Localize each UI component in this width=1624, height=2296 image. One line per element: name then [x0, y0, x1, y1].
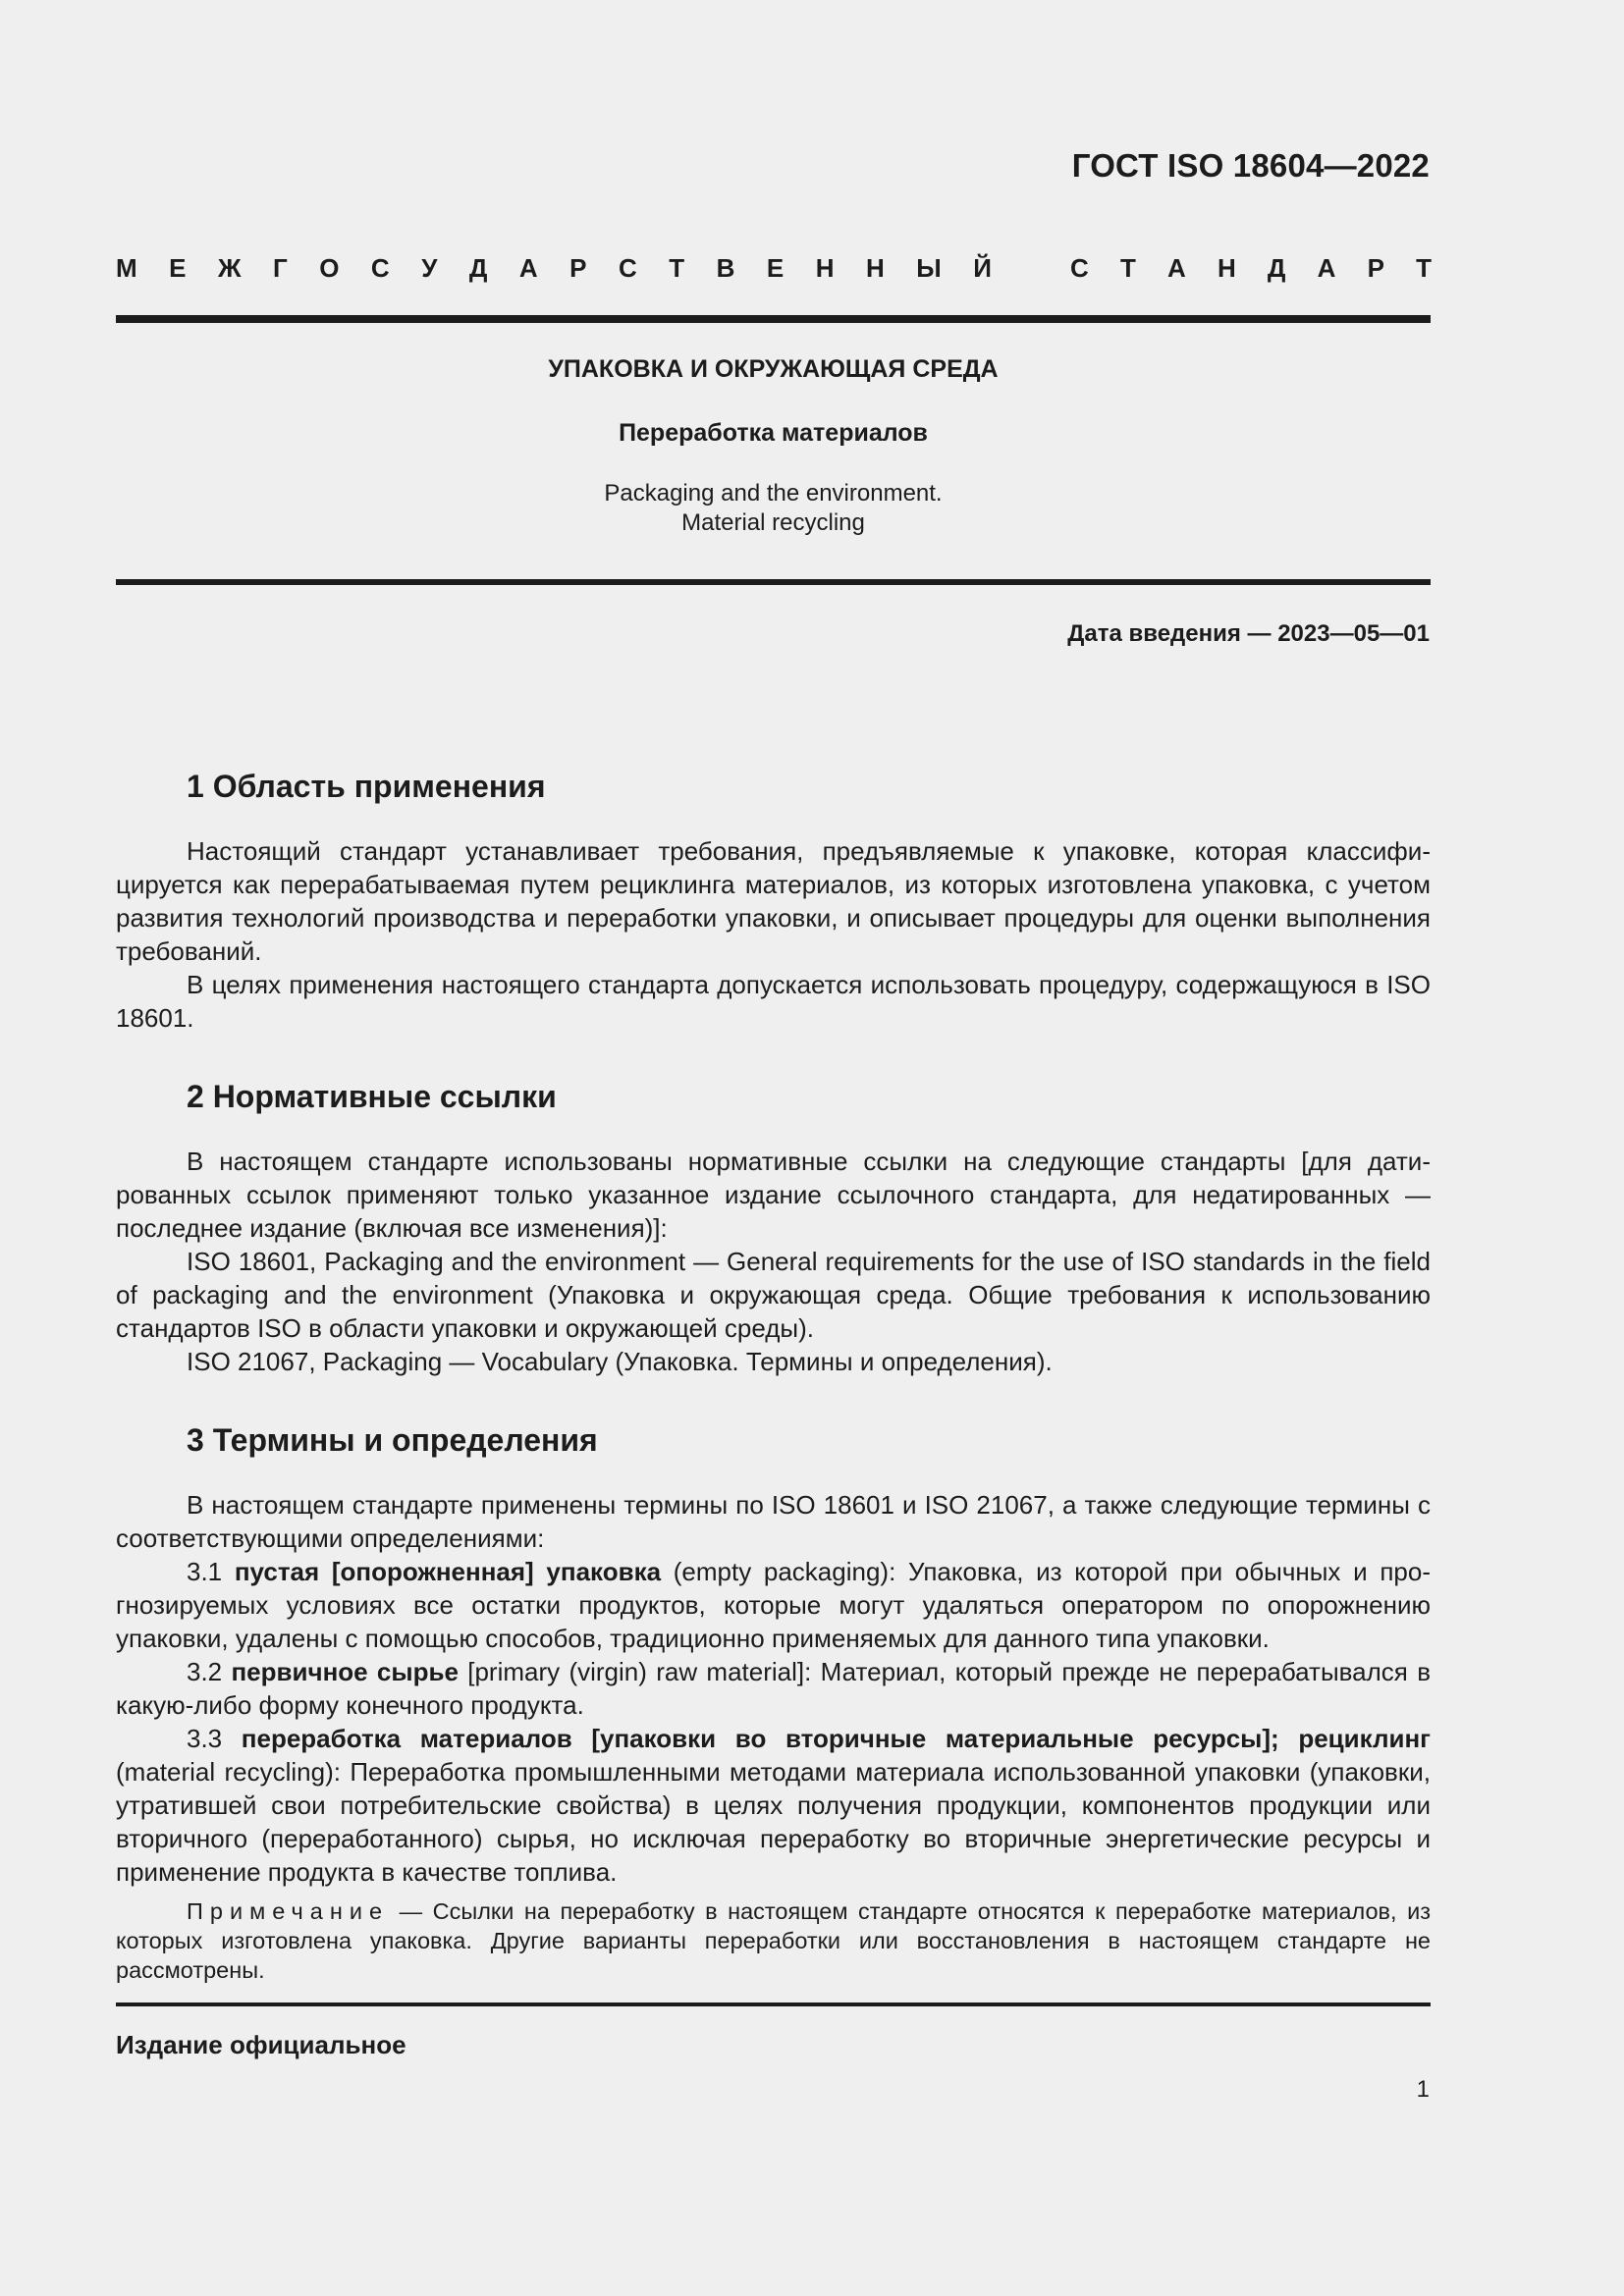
- letter: С: [370, 253, 390, 283]
- letter: Т: [669, 253, 685, 283]
- letter: Е: [766, 253, 785, 283]
- english-title-line-1: Packaging and the environment.: [604, 480, 943, 507]
- letter: В: [716, 253, 735, 283]
- term-definition: [116, 1655, 1431, 1722]
- letter: М: [116, 253, 137, 283]
- letter: Д: [1267, 253, 1286, 283]
- letter: Ж: [217, 253, 242, 283]
- letter: Е: [169, 253, 187, 283]
- letter: А: [518, 253, 538, 283]
- document-body: [116, 766, 1431, 1985]
- introduction-date: Дата введения — 2023—05—01: [1067, 620, 1430, 647]
- letter: А: [1317, 253, 1336, 283]
- letter: А: [1167, 253, 1186, 283]
- letter: О: [319, 253, 340, 283]
- letter: Ы: [916, 253, 942, 283]
- standard-type-word-2: [1070, 253, 1432, 284]
- letter: Г: [272, 253, 288, 283]
- letter: Р: [1367, 253, 1384, 283]
- section-title-terms: 3 Термины и определения: [187, 1422, 598, 1458]
- note-label: Примечание: [187, 1898, 390, 1924]
- page-number: 1: [1416, 2076, 1430, 2103]
- standard-type-word-1: [116, 253, 992, 284]
- note-text: — Ссылки на переработку в настоящем стандарте относятся к переработке материалов, из которых изготовлена упаковка. Другие варианты переработки или восстановления в настоящем стандарте не рассмотрены.: [116, 1898, 1431, 1983]
- note: [116, 1896, 1431, 1985]
- document-title: УПАКОВКА И ОКРУЖАЮЩАЯ СРЕДА: [548, 355, 999, 383]
- term-number: 3.2: [187, 1657, 232, 1686]
- letter: Д: [468, 253, 488, 283]
- letter: С: [1070, 253, 1089, 283]
- letter: С: [618, 253, 637, 283]
- official-edition-label: Издание официальное: [116, 2030, 406, 2059]
- term-text: (material recycling): Переработка промышленными методами материала использованной упаковки (упаковки, утратившей свои потребительские свойства) в целях получения продукции, компонентов продукции или вторичного (переработанного) сырья, но исключая переработку во вторичные энергетические ресурсы и применение продукта в качестве топлива.: [116, 1757, 1431, 1887]
- paragraph: В настоящем стандарте применены термины по ISO 18601 и ISO 21067, а также следующие термины с соответствующими определениями:: [116, 1490, 1431, 1553]
- standard-type-heading: [116, 253, 1432, 284]
- document-code: ГОСТ ISO 18604—2022: [1071, 147, 1430, 184]
- letter: Н: [815, 253, 835, 283]
- reference-item: ISO 18601, Packaging and the environment — General requirements for the use of ISO standards in the field of packaging and the environment (Упаковка и окружающая среда. Общие требования к использованию стандартов ISO в области упаковки и окружающей среды).: [116, 1247, 1431, 1343]
- term-name: пустая [опорожненная] упаковка: [234, 1557, 662, 1586]
- letter: Й: [973, 253, 992, 283]
- term-text: (empty packaging): Упаковка, из которой при обычных и прогнозируемых условиях все остатки продуктов, которые могут удаляться оператором по опорожнению упаковки, удалены с помощью способов, традиционно применяемых для данного типа упаковки.: [116, 1557, 1431, 1653]
- letter: У: [421, 253, 438, 283]
- footer-divider: [116, 2002, 1431, 2006]
- term-name: переработка материалов [упаковки во вторичные материальные ресурсы]; рециклинг: [241, 1724, 1431, 1753]
- letter: Т: [1416, 253, 1432, 283]
- term-text: [primary (virgin) raw material]: Материал, который прежде не перерабатывался в какую-либо форму конечного продукта.: [116, 1657, 1432, 1720]
- term-definition: [116, 1555, 1431, 1655]
- term-number: 3.1: [187, 1557, 235, 1586]
- document-subtitle: Переработка материалов: [619, 419, 928, 447]
- paragraph: В настоящем стандарте использованы нормативные ссылки на следующие стандарты [для датированных ссылок применяют только указанное издание ссылочного стандарта, для недатированных — последнее издание (включая все изменения)]:: [116, 1147, 1431, 1243]
- english-title-line-2: Material recycling: [681, 509, 865, 536]
- paragraph: В целях применения настоящего стандарта допускается использовать процедуру, содержащуюся в ISO 18601.: [116, 970, 1431, 1033]
- letter: Н: [1217, 253, 1236, 283]
- letter: Т: [1119, 253, 1136, 283]
- section-title-scope: 1 Область применения: [187, 769, 546, 804]
- term-definition: [116, 1722, 1431, 1889]
- term-name: первичное сырье: [231, 1657, 459, 1686]
- top-divider: [116, 315, 1431, 323]
- section-title-normative-references: 2 Нормативные ссылки: [187, 1079, 557, 1114]
- letter: Н: [865, 253, 885, 283]
- paragraph: Настоящий стандарт устанавливает требования, предъявляемые к упаковке, которая классифицируется как перерабатываемая путем рециклинга материалов, из которых изготовлена упаковка, с учетом развития технологий производства и переработки упаковки, и описывает процедуры для оценки выполнения требований.: [116, 836, 1431, 966]
- title-divider: [116, 579, 1431, 585]
- letter: Р: [569, 253, 587, 283]
- english-title: [116, 479, 1431, 538]
- term-number: 3.3: [187, 1724, 242, 1753]
- reference-item: ISO 21067, Packaging — Vocabulary (Упаковка. Термины и определения).: [187, 1347, 1053, 1376]
